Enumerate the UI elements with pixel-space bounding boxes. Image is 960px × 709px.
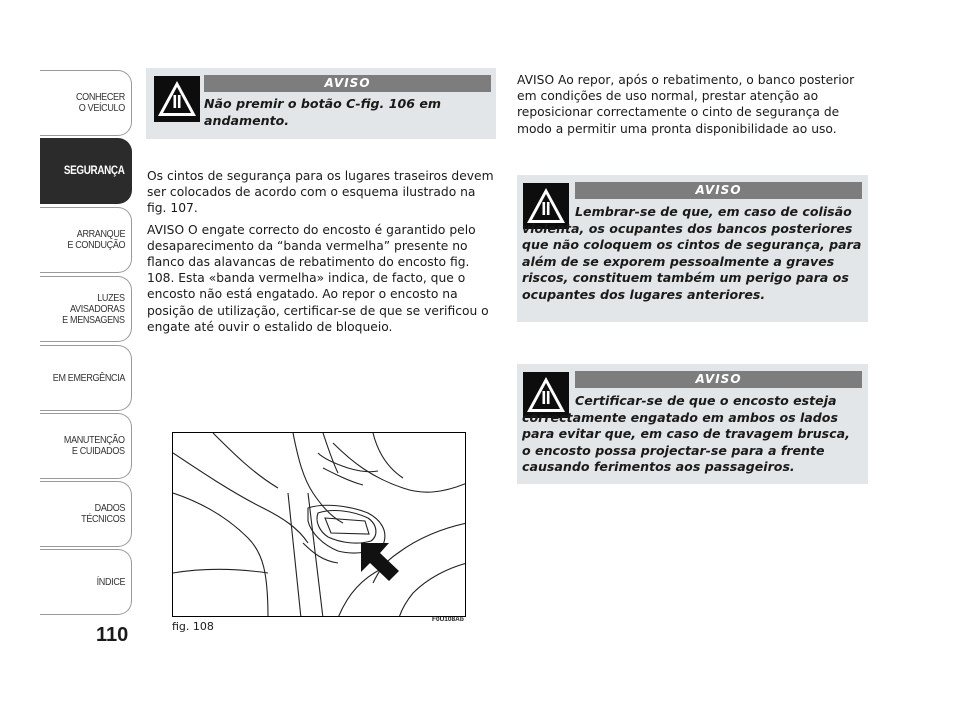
tab-indice[interactable]	[40, 549, 132, 615]
tab-manutencao-e-cuidados[interactable]	[40, 413, 132, 479]
warning-triangle-icon	[154, 76, 200, 122]
warning-heading: AVISO	[204, 75, 491, 92]
warning-text: Lembrar-se de que, em caso de colisão violenta, os ocupantes dos bancos posteriores que não coloquem os cintos de segurança, para além de se exporem pessoalmente a graves riscos, constituem também um perigo para os ocupantes dos lugares anteriores.	[522, 204, 862, 302]
tab-label: LUZES AVISADORAS E MENSAGENS	[62, 291, 125, 326]
paragraph: AVISO O engate correcto do encosto é garantido pelo desaparecimento da “banda vermelha” presente no flanco das alavancas de rebatimento do encosto fig. 108. Esta «banda vermelha» indica, de facto, que o encosto não está engatado. Ao repor o encosto na posição de utilização, certificar-se de que se verificou o engate até ouvir o estalido de bloqueio.	[147, 222, 489, 334]
warning-box-3	[517, 364, 868, 484]
tab-label: ÍNDICE	[96, 575, 125, 588]
warning-box-2	[517, 175, 868, 322]
tab-em-emergencia[interactable]	[40, 345, 132, 411]
figure-108-illustration	[172, 432, 466, 617]
tab-luzes-avisadoras[interactable]	[40, 276, 132, 342]
paragraph: AVISO Ao repor, após o rebatimento, o banco posterior em condições de uso normal, prestar atenção ao reposicionar correctamente o cinto de segurança de modo a permitir uma pronta disponibilidade ao uso.	[517, 73, 855, 136]
tab-conhecer-o-veiculo[interactable]	[40, 70, 132, 136]
tab-seguranca[interactable]	[40, 138, 132, 204]
tab-label: CONHECER O VEÍCULO	[76, 91, 125, 114]
warning-text: Não premir o botão C-fig. 106 em andamento.	[204, 96, 442, 128]
warning-heading: AVISO	[575, 371, 862, 388]
tab-label: EM EMERGÊNCIA	[52, 371, 125, 384]
right-column-text	[517, 72, 867, 137]
warning-heading: AVISO	[575, 182, 862, 199]
tab-label: ARRANQUE E CONDUÇÃO	[67, 228, 125, 251]
figure-code: F0U108Ab	[432, 616, 464, 623]
warning-text: Certificar-se de que o encosto esteja correctamente engatado em ambos os lados para evitar que, em caso de travagem brusca, o encosto possa projectar-se para a frente causando ferimentos aos passageiros.	[522, 393, 850, 474]
left-column-text	[147, 168, 495, 335]
figure-caption: fig. 108	[172, 620, 214, 633]
paragraph: Os cintos de segurança para os lugares traseiros devem ser colocados de acordo com o esquema ilustrado na fig. 107.	[147, 169, 494, 216]
warning-box-1	[146, 68, 496, 139]
page-number: 110	[96, 624, 129, 646]
tab-label: DADOS TÉCNICOS	[81, 502, 125, 525]
tab-dados-tecnicos[interactable]	[40, 481, 132, 547]
tab-label: SEGURANÇA	[64, 164, 125, 177]
tab-arranque-e-conducao[interactable]	[40, 207, 132, 273]
tab-label: MANUTENÇÃO E CUIDADOS	[64, 434, 125, 457]
